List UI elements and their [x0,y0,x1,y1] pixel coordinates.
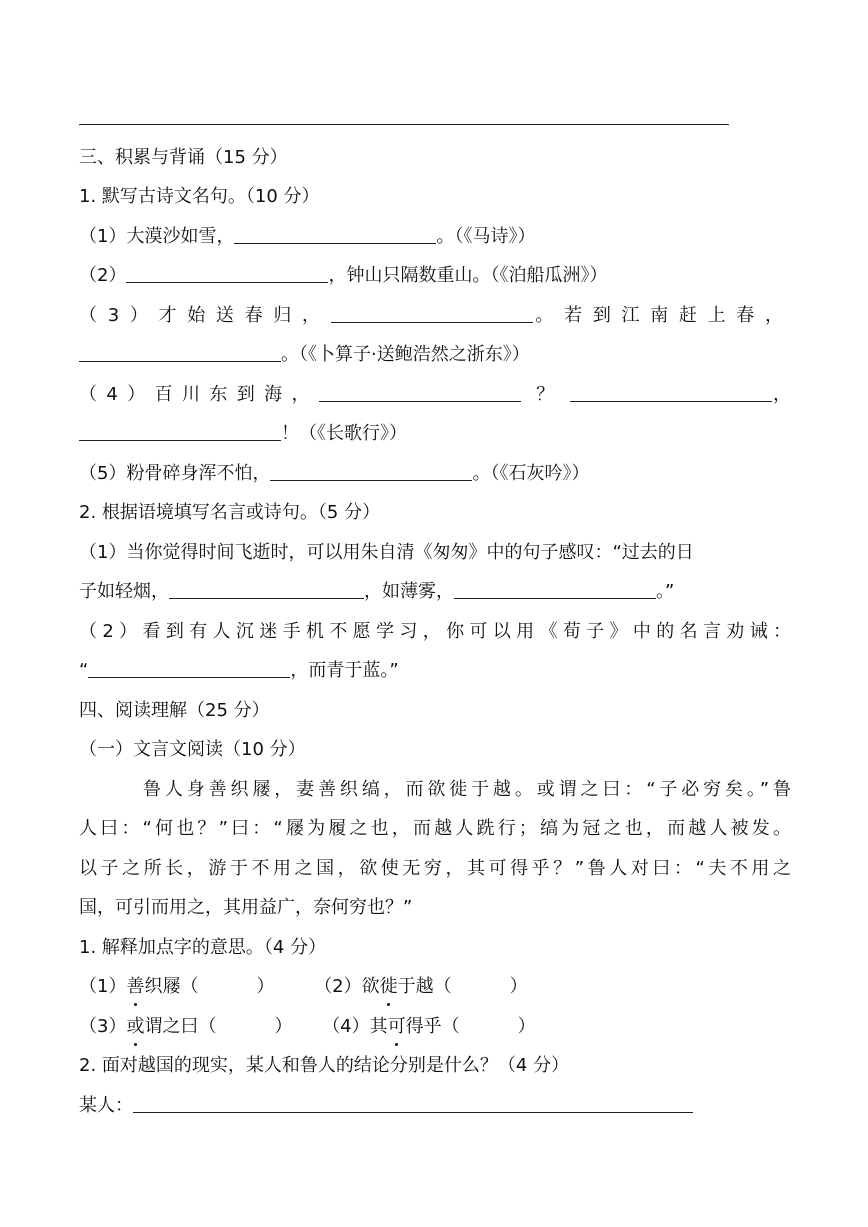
q2-item-1: （1）当你觉得时间飞逝时，可以用朱自清《匆匆》中的句子感叹：“过去的日 [79,542,694,563]
q1-item-2: （2） ，钟山只隔数重山。（《泊船瓜洲》） [79,265,608,286]
q2-item-1-cont: 子如轻烟， ，如薄雾， 。” [79,581,675,602]
answer-blank[interactable] [79,422,281,441]
r2-title: 2. 面对越国的现实，某人和鲁人的结论分别是什么？（4 分） [79,1055,570,1076]
q1-item-4: （4）百川东到海， ？ ， [79,384,792,405]
q1-item-5: （5）粉骨碎身浑不怕， 。（《石灰吟》） [79,463,590,484]
dotted-char: 善 [126,976,145,997]
r2-answer-row: 某人： [79,1094,791,1118]
r1-item-3: （3）或谓之曰（ ） [79,1016,293,1037]
answer-blank[interactable] [88,659,290,678]
q2-title: 2. 根据语境填写名言或诗句。（5 分） [79,502,381,523]
r1-items-row-2 [79,1015,791,1039]
q1-title: 1. 默写古诗文名句。（10 分） [79,186,320,207]
section-3-title: 三、积累与背诵（15 分） [79,147,288,168]
r1-item-1: （1）善织屦（ ） [79,976,275,997]
passage-line-2: 人曰：“何也？”曰：“屦为履之也，而越人跣行；缟为冠之也，而越人被发。 [79,818,791,839]
q1-item-1: （1）大漠沙如雪， 。（《马诗》） [79,226,536,247]
q1-item-4-cont: ！（《长歌行》） [79,422,791,446]
section-4-title: 四、阅读理解（25 分） [79,700,270,721]
answer-line[interactable] [133,1094,693,1113]
dotted-char: 可 [387,1016,406,1037]
answer-blank[interactable] [331,304,533,323]
passage-line-4: 国，可引而用之，其用益广，奈何穷也？” [79,897,413,918]
passage-line-1: 鲁人身善织屦，妻善织缟，而欲徙于越。或谓之曰：“子必穷矣。”鲁 [143,779,791,800]
answer-blank[interactable] [79,343,281,362]
answer-blank[interactable] [454,580,656,599]
classical-reading-title: （一）文言文阅读（10 分） [79,739,306,760]
q2-item-2: （2）看到有人沉迷手机不愿学习，你可以用《荀子》中的名言劝诫： [79,621,791,642]
answer-blank[interactable] [270,462,472,481]
answer-blank[interactable] [126,264,328,283]
r1-title: 1. 解释加点字的意思。（4 分） [79,937,327,958]
answer-blank[interactable] [234,225,436,244]
dotted-char: 徙 [379,976,398,997]
q1-item-3-cont: 。（《卜算子·送鲍浩然之浙东》） [79,343,791,367]
q1-item-3: （3）才始送春归， 。若到江南赶上春， [79,305,792,326]
answer-blank[interactable] [570,383,772,402]
answer-blank[interactable] [169,580,364,599]
r1-item-2: （2）欲徙于越（ ） [314,976,528,997]
top-divider [79,124,729,125]
answer-blank[interactable] [319,383,521,402]
r1-items-row-1 [79,975,791,999]
q2-item-2-cont: “ ，而青于蓝。” [79,660,399,681]
dotted-char: 或 [126,1016,145,1037]
passage-line-3: 以子之所长，游于不用之国，欲使无穷，其可得乎？”鲁人对曰：“夫不用之 [79,858,791,879]
r1-item-4: （4）其可得乎（ ） [322,1016,536,1037]
